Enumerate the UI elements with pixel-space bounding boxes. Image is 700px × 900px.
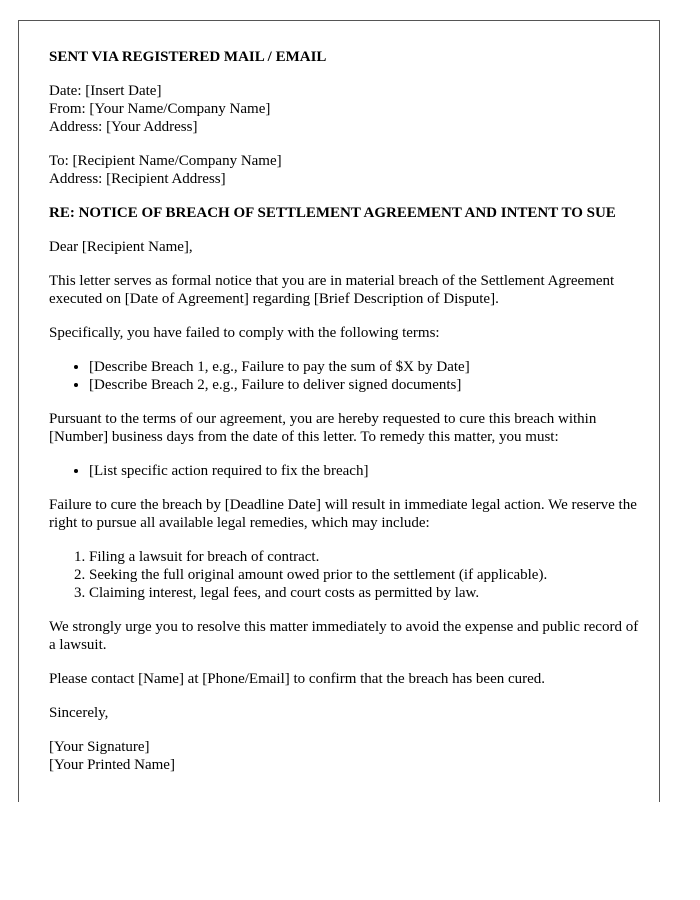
list-item: • [List specific action required to fix the breach] bbox=[89, 462, 639, 480]
closing: Sincerely, bbox=[49, 705, 109, 721]
breach-list bbox=[49, 358, 639, 394]
intro-paragraph: This letter serves as formal notice that you are in material breach of the Settlement Agreement executed on [Date of Agreement] regarding [Brief Description of Dispute]. bbox=[49, 273, 615, 307]
delivery-method: SENT VIA REGISTERED MAIL / EMAIL bbox=[49, 49, 327, 65]
list-item: • [Describe Breach 2, e.g., Failure to deliver signed documents] bbox=[89, 376, 639, 394]
recipient-address: Address: [Recipient Address] bbox=[49, 171, 226, 187]
signature-block bbox=[49, 738, 639, 774]
signature-placeholder: [Your Signature] bbox=[49, 739, 150, 755]
contact-paragraph: Please contact [Name] at [Phone/Email] to confirm that the breach has been cured. bbox=[49, 671, 546, 687]
list-item: 3. Claiming interest, legal fees, and court costs as permitted by law. bbox=[89, 584, 639, 602]
sender-block bbox=[49, 82, 639, 136]
sender-address: Address: [Your Address] bbox=[49, 119, 198, 135]
subject-line: RE: NOTICE OF BREACH OF SETTLEMENT AGREEMENT AND INTENT TO SUE bbox=[49, 205, 616, 221]
list-item: • [Describe Breach 1, e.g., Failure to pay the sum of $X by Date] bbox=[89, 358, 639, 376]
sender-name: From: [Your Name/Company Name] bbox=[49, 101, 271, 117]
salutation: Dear [Recipient Name], bbox=[49, 239, 193, 255]
recipient-name: To: [Recipient Name/Company Name] bbox=[49, 153, 282, 169]
list-item: 1. Filing a lawsuit for breach of contract. bbox=[89, 548, 639, 566]
cure-request-paragraph: Pursuant to the terms of our agreement, you are hereby requested to cure this breach within [Number] business days from the date of this letter. To remedy this matter, you must: bbox=[49, 411, 597, 445]
action-list bbox=[49, 462, 639, 480]
consequence-paragraph: Failure to cure the breach by [Deadline Date] will result in immediate legal action. We reserve the right to pursue all available legal remedies, which may include: bbox=[49, 497, 637, 531]
printed-name: [Your Printed Name] bbox=[49, 757, 175, 773]
breach-intro-paragraph: Specifically, you have failed to comply with the following terms: bbox=[49, 325, 440, 341]
recipient-block bbox=[49, 152, 639, 188]
letter-body bbox=[49, 48, 639, 774]
urge-paragraph: We strongly urge you to resolve this matter immediately to avoid the expense and public record of a lawsuit. bbox=[49, 619, 639, 653]
remedy-list bbox=[49, 548, 639, 602]
list-item: 2. Seeking the full original amount owed prior to the settlement (if applicable). bbox=[89, 566, 639, 584]
letter-page bbox=[18, 20, 660, 802]
letter-date: Date: [Insert Date] bbox=[49, 83, 162, 99]
